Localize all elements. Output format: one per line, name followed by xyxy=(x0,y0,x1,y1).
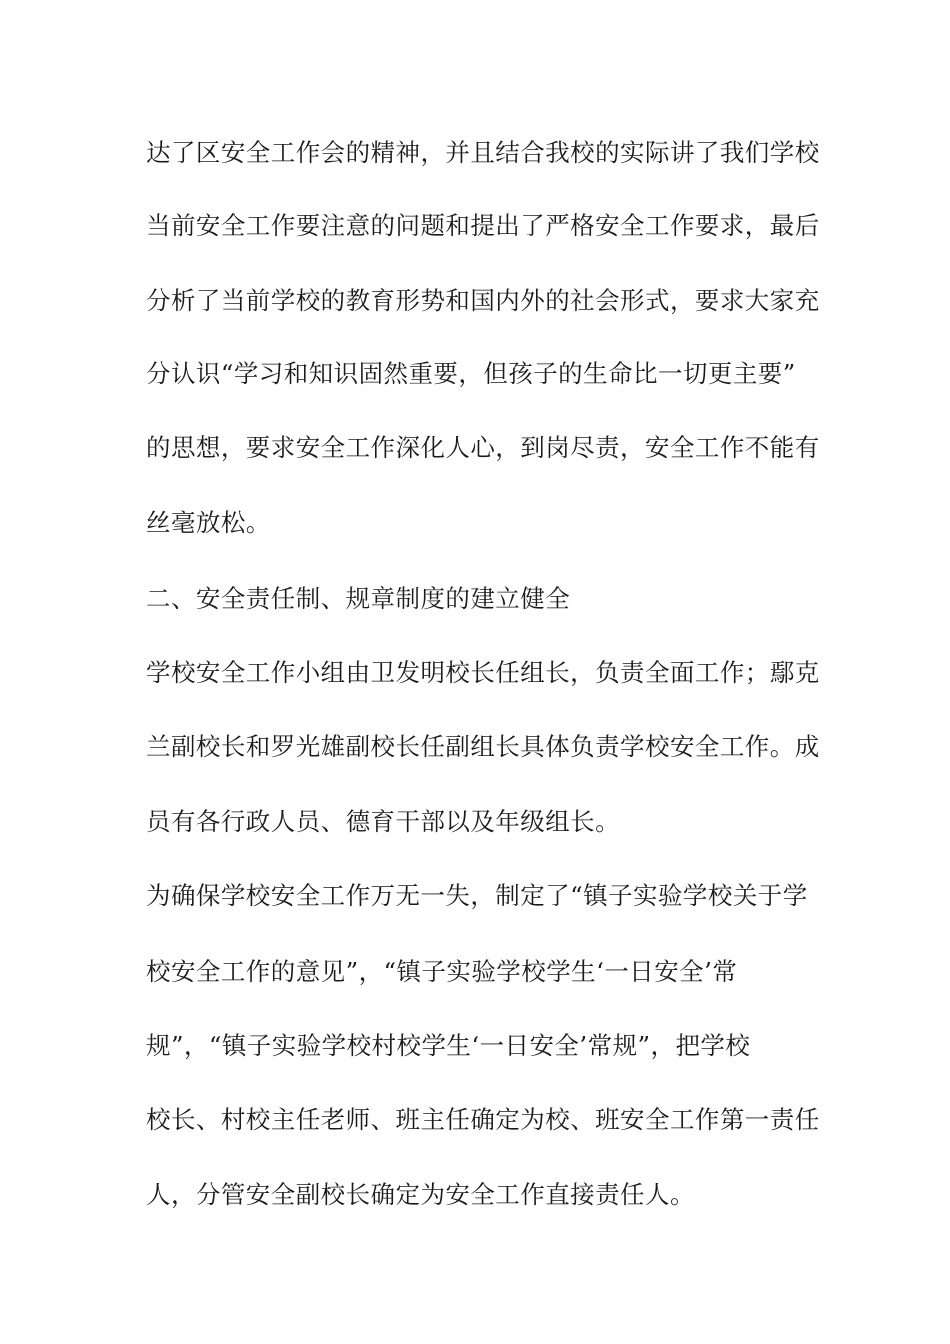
paragraph-line: 的思想，要求安全工作深化人心，到岗尽责，安全工作不能有 xyxy=(146,433,820,462)
paragraph-line: 丝毫放松。 xyxy=(146,508,271,537)
paragraph-line: 校长、村校主任老师、班主任确定为校、班安全工作第一责任 xyxy=(146,1105,820,1134)
paragraph-line: 达了区安全工作会的精神，并且结合我校的实际讲了我们学校 xyxy=(146,138,820,167)
paragraph-line: 当前安全工作要注意的问题和提出了严格安全工作要求，最后 xyxy=(146,211,820,240)
paragraph-line: 兰副校长和罗光雄副校长任副组长具体负责学校安全工作。成 xyxy=(146,732,820,761)
paragraph-line: 人，分管安全副校长确定为安全工作直接责任人。 xyxy=(146,1180,695,1209)
paragraph-line: 校安全工作的意见”，“镇子实验学校学生‘一日安全’常 xyxy=(146,957,738,986)
paragraph-line: 员有各行政人员、德育干部以及年级组长。 xyxy=(146,807,621,836)
section-heading: 二、安全责任制、规章制度的建立健全 xyxy=(146,584,571,613)
paragraph-line: 学校安全工作小组由卫发明校长任组长，负责全面工作；鄢克 xyxy=(146,658,820,687)
paragraph-line: 为确保学校安全工作万无一失，制定了“镇子实验学校关于学 xyxy=(146,881,808,910)
paragraph-line: 分析了当前学校的教育形势和国内外的社会形式，要求大家充 xyxy=(146,286,820,315)
paragraph-line: 规”，“镇子实验学校村校学生‘一日安全’常规”，把学校 xyxy=(146,1031,751,1060)
paragraph-line: 分认识“学习和知识固然重要，但孩子的生命比一切更主要” xyxy=(146,359,796,388)
